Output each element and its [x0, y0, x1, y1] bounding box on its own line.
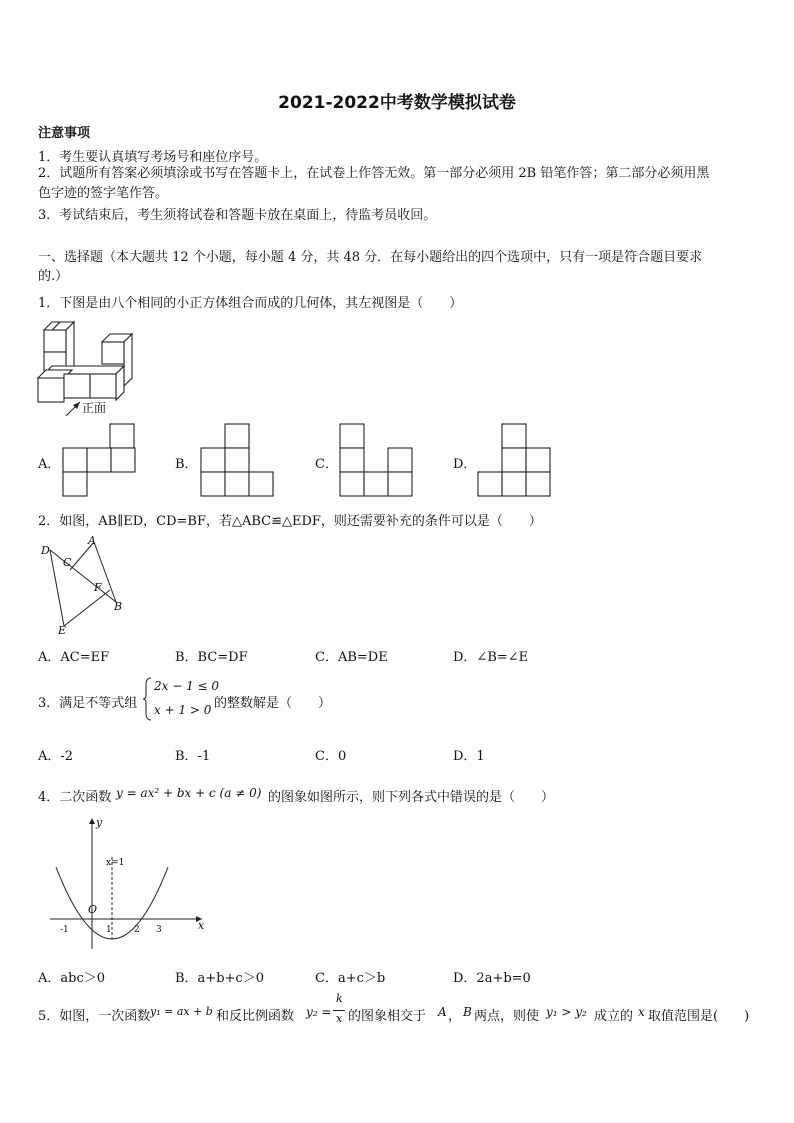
- q2-stem: 2．如图，AB∥ED，CD=BF，若△ABC≌△EDF，则还需要补充的条件可以是（ ）: [38, 514, 542, 529]
- q5-fraction-numerator: k: [336, 992, 343, 1005]
- q5-text-1: 和反比例函数: [216, 1009, 295, 1024]
- q5-stem-suffix: 取值范围是( ): [648, 1009, 750, 1024]
- q2-triangle-figure: [38, 534, 138, 636]
- front-label: 正面: [82, 401, 107, 415]
- q4-stem-suffix: 的图象如图所示，则下列各式中错误的是（ ）: [268, 790, 555, 805]
- notice-item-2: 2．试题所有答案必须填涂或书写在答题卡上，在试卷上作答无效。第一部分必须用 2B 铅笔作答；第二部分必须用黑: [38, 166, 710, 181]
- point-e-label: E: [58, 624, 67, 637]
- notice-heading: 注意事项: [38, 126, 91, 141]
- q5-text-2: 的图象相交于: [348, 1009, 427, 1024]
- q2-option-d[interactable]: D．∠B=∠E: [453, 650, 529, 665]
- q2-option-b[interactable]: B．BC=DF: [175, 650, 248, 665]
- tick-one: 1: [106, 925, 112, 935]
- q4-option-b[interactable]: B．a+b+c＞0: [175, 971, 264, 986]
- q1-option-b-label[interactable]: B．: [175, 457, 198, 472]
- q1-stem: 1．下图是由八个相同的小正方体组合而成的几何体，其左视图是（ ）: [38, 296, 463, 311]
- q5-inequality: y₁ > y₂: [546, 1005, 587, 1019]
- q1-option-c-label[interactable]: C．: [315, 457, 338, 472]
- tick-minus-one: -1: [60, 925, 69, 935]
- notice-item-3: 3．考试结束后，考生须将试卷和答题卡放在桌面上，待监考员收回。: [38, 208, 437, 223]
- q3-option-c[interactable]: C．0: [315, 749, 347, 764]
- q5-x-var: x: [638, 1005, 645, 1019]
- q4-option-a[interactable]: A．abc＞0: [38, 971, 106, 986]
- q5-point-b: B: [463, 1005, 472, 1019]
- q2-option-a[interactable]: A．AC=EF: [38, 650, 110, 665]
- point-c-label: C: [63, 556, 72, 569]
- q4-option-c[interactable]: C．a+c＞b: [315, 971, 386, 986]
- q1-option-b-figure: [200, 423, 276, 497]
- axis-equation-label: x=1: [106, 858, 125, 868]
- point-d-label: D: [41, 544, 50, 557]
- q5-fraction-bar: [333, 1010, 345, 1011]
- q3-option-d[interactable]: D．1: [453, 749, 485, 764]
- q5-text-3: ，: [448, 1009, 462, 1024]
- q5-inverse-function-left: y₂ =: [306, 1005, 332, 1019]
- tick-three: 3: [156, 925, 162, 935]
- q3-inequality-2: x + 1 > 0: [154, 703, 212, 717]
- q3-option-a[interactable]: A．-2: [38, 749, 74, 764]
- q5-stem-prefix: 5．如图，一次函数: [38, 1009, 151, 1024]
- point-b-label: B: [114, 600, 123, 613]
- y-label: y: [96, 816, 103, 829]
- q4-stem-prefix: 4．二次函数: [38, 790, 112, 805]
- q5-point-a: A: [438, 1005, 447, 1019]
- point-f-label: F: [94, 581, 102, 594]
- q3-option-b[interactable]: B．-1: [175, 749, 211, 764]
- q4-parabola-graph: [50, 815, 210, 950]
- q2-option-c[interactable]: C．AB=DE: [315, 650, 388, 665]
- q1-option-a-figure: [62, 423, 138, 497]
- cube-bottom-row: [38, 366, 124, 402]
- notice-item-2-cont: 色字迹的签字笔作答。: [38, 186, 169, 201]
- q4-formula: y = ax² + bx + c (a ≠ 0): [116, 786, 262, 800]
- origin-label: O: [88, 903, 98, 916]
- q5-text-5: 成立的: [594, 1009, 634, 1024]
- brace-icon: [142, 677, 152, 721]
- q1-option-d-label[interactable]: D．: [453, 457, 477, 472]
- section-heading-cont: 的.）: [38, 269, 69, 284]
- x-label: x: [198, 919, 205, 932]
- q1-option-a-label[interactable]: A．: [38, 457, 61, 472]
- section-heading: 一、选择题（本大题共 12 个小题，每小题 4 分，共 48 分．在每小题给出的四个选项中，只有一项是符合题目要求: [38, 250, 703, 265]
- q4-option-d[interactable]: D．2a+b=0: [453, 971, 531, 986]
- q3-stem-prefix: 3．满足不等式组: [38, 696, 138, 711]
- q1-option-d-figure: [477, 423, 553, 497]
- q1-option-c-figure: [339, 423, 415, 497]
- point-a-label: A: [88, 534, 96, 547]
- q5-linear-function: y₁ = ax + b: [150, 1005, 213, 1018]
- q5-fraction-denominator: x: [336, 1012, 343, 1025]
- q3-inequality-1: 2x − 1 ≤ 0: [154, 679, 220, 693]
- notice-item-1: 1．考生要认真填写考场号和座位序号。: [38, 150, 268, 165]
- tick-two: 2: [134, 925, 140, 935]
- q3-stem-suffix: 的整数解是（ ）: [214, 696, 332, 711]
- y-arrow-icon: [89, 818, 95, 824]
- page-title: 2021-2022中考数学模拟试卷: [278, 93, 516, 113]
- q5-text-4: 两点，则使: [474, 1009, 540, 1024]
